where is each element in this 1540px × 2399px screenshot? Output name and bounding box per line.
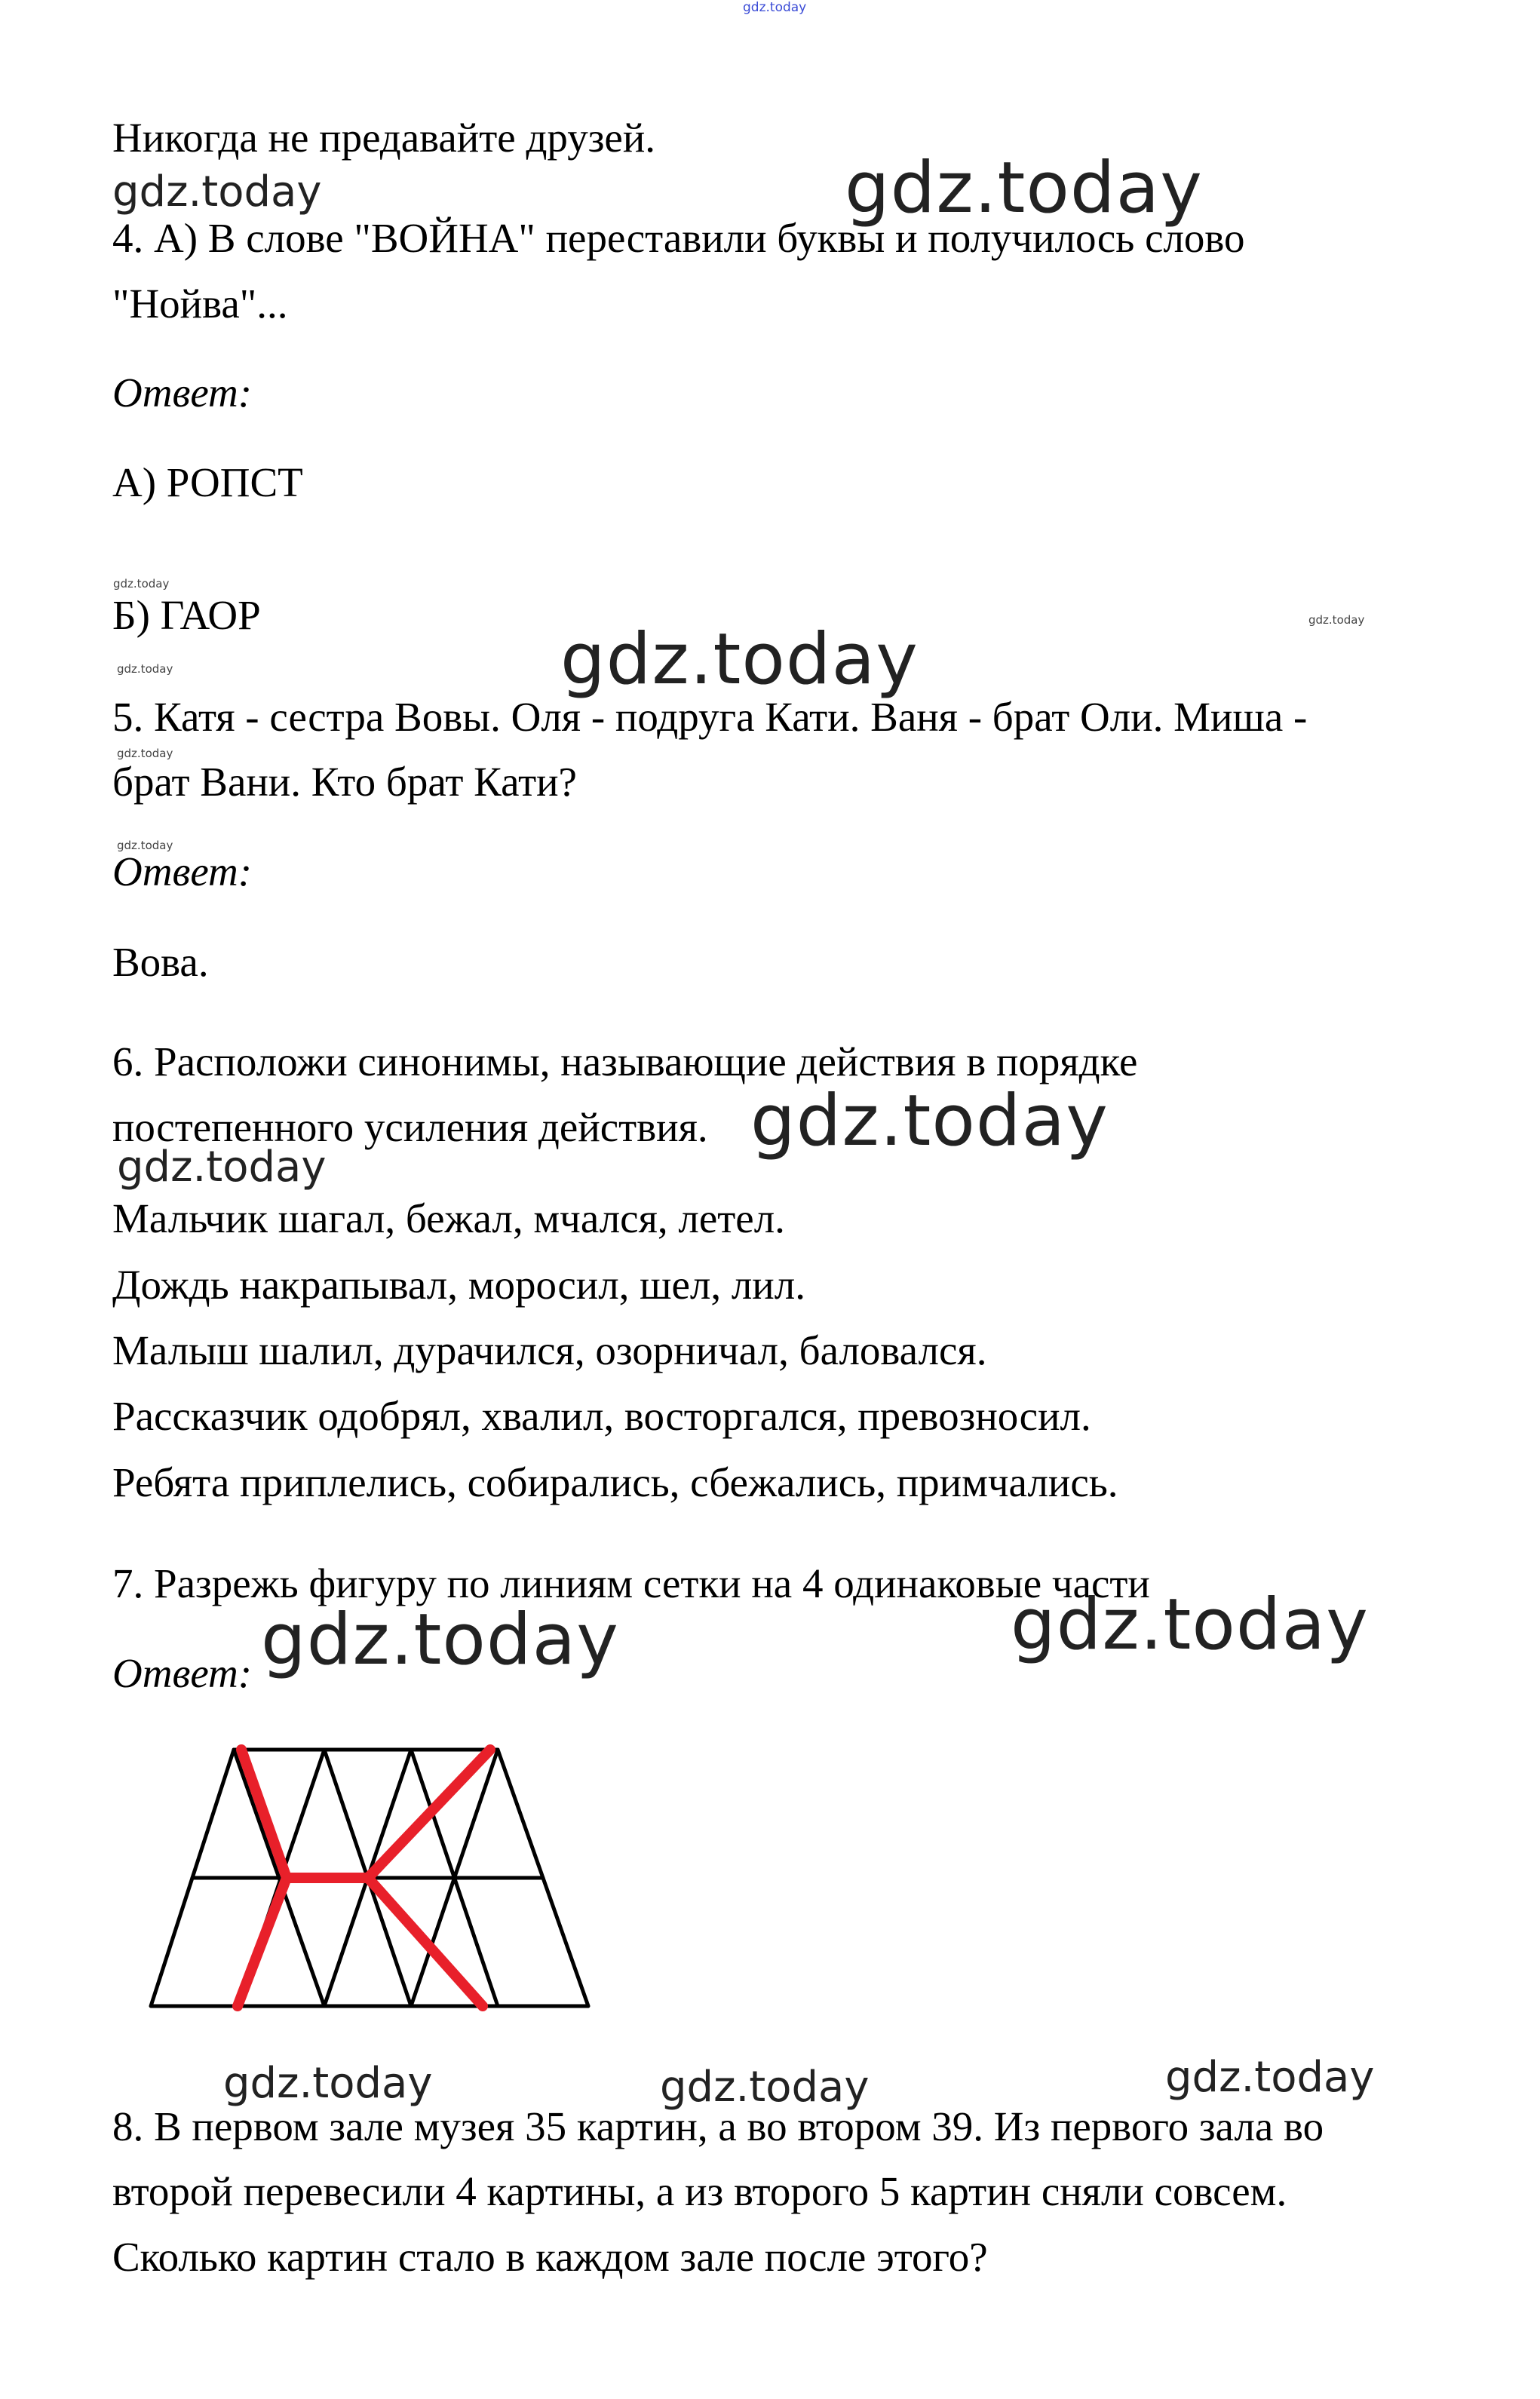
answer-6-line-4: Рассказчик одобрял, хвалил, восторгался, превозносил. (112, 1393, 1091, 1439)
watermark: gdz.today (113, 577, 170, 591)
answer-label-7: Ответ: (112, 1650, 253, 1696)
task-6-text-1: 6. Расположи синонимы, называющие действия в порядке (112, 1038, 1138, 1084)
task-5-text-1: 5. Катя - сестра Вовы. Оля - подруга Кати. Ваня - брат Оли. Миша - (112, 694, 1308, 740)
task-6-text-2: постепенного усиления действия. (112, 1104, 708, 1150)
watermark: gdz.today (660, 2063, 870, 2112)
triangle-grid-figure (143, 1735, 611, 2021)
answer-6-line-1: Мальчик шагал, бежал, мчался, летел. (112, 1195, 785, 1241)
task-8-text-2: второй перевесили 4 картины, а из второго 5 картин сняли совсем. (112, 2168, 1287, 2214)
task-5-text-2: брат Вани. Кто брат Кати? (112, 759, 577, 805)
watermark: gdz.today (261, 1599, 619, 1681)
watermark: gdz.today (1165, 2053, 1375, 2102)
text-line-friends: Никогда не предавайте друзей. (112, 115, 656, 161)
task-4-text-2: "Нойва"... (112, 281, 288, 327)
answer-6-line-3: Малыш шалил, дурачился, озорничал, баловался. (112, 1327, 987, 1373)
watermark: gdz.today (1308, 613, 1365, 627)
answer-6-line-5: Ребята приплелись, собирались, сбежались, примчались. (112, 1459, 1118, 1505)
watermark: gdz.today (117, 1143, 327, 1192)
watermark: gdz.today (845, 147, 1203, 229)
watermark: gdz.today (750, 1080, 1109, 1162)
watermark-top: gdz.today (743, 0, 807, 15)
watermark: gdz.today (223, 2059, 433, 2108)
watermark: gdz.today (117, 839, 173, 852)
watermark: gdz.today (117, 662, 173, 676)
watermark: gdz.today (560, 618, 919, 701)
answer-6-line-2: Дождь накрапывал, моросил, шел, лил. (112, 1262, 805, 1308)
watermark: gdz.today (112, 167, 322, 216)
answer-5: Вова. (112, 939, 209, 985)
task-8-text-3: Сколько картин стало в каждом зале после этого? (112, 2234, 988, 2280)
answer-4a: А) РОПСТ (112, 459, 303, 505)
answer-label-5: Ответ: (112, 848, 253, 894)
watermark: gdz.today (117, 747, 173, 760)
task-8-text-1: 8. В первом зале музея 35 картин, а во втором 39. Из первого зала во (112, 2103, 1324, 2149)
answer-label-4: Ответ: (112, 370, 253, 416)
task-4-text-1: 4. А) В слове "ВОЙНА" переставили буквы и получилось слово (112, 215, 1245, 261)
watermark: gdz.today (1011, 1584, 1369, 1666)
task-7-text: 7. Разрежь фигуру по линиям сетки на 4 одинаковые части (112, 1560, 1150, 1606)
answer-4b: Б) ГАОР (112, 592, 261, 638)
